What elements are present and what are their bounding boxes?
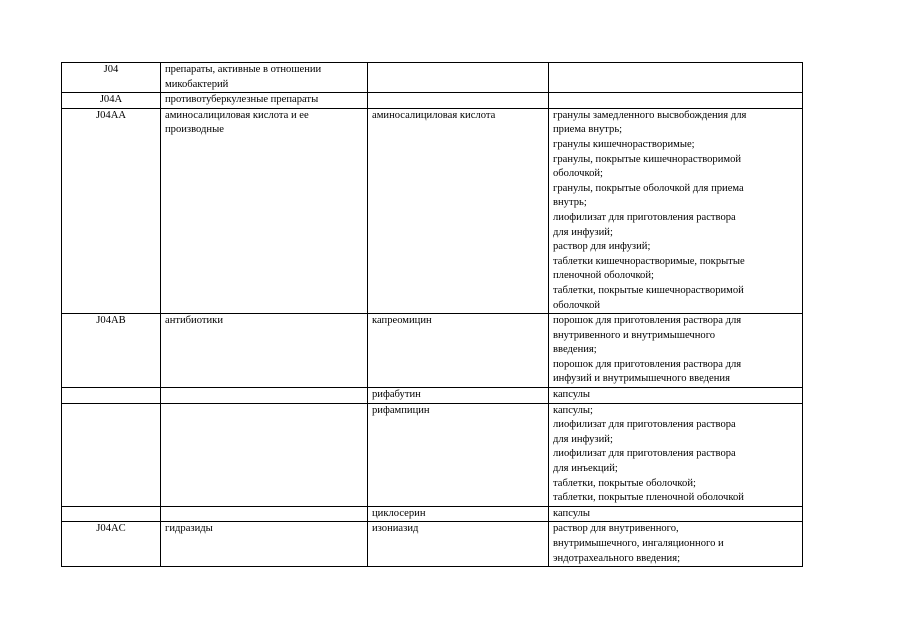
group-name-cell: [161, 403, 368, 506]
table-row: [62, 108, 803, 313]
cell-text-line: лиофилизат для приготовления раствора: [553, 211, 736, 223]
table-row: [62, 506, 803, 522]
dosage-forms-cell: [549, 63, 803, 93]
dosage-forms-cell: [549, 388, 803, 404]
cell-text-line: для инфузий;: [553, 433, 613, 445]
group-name-cell: [161, 388, 368, 404]
cell-text-line: аминосалициловая кислота: [372, 109, 496, 121]
cell-text-line: капсулы: [553, 507, 591, 519]
atc-code-cell: [62, 506, 161, 522]
drug-name-cell: [368, 93, 549, 109]
group-name-cell: [161, 108, 368, 313]
cell-text-line: для инфузий;: [553, 226, 613, 238]
cell-text-line: внутримышечного, ингаляционного и: [553, 538, 724, 549]
cell-text-line: рифабутин: [372, 389, 421, 401]
cell-text-line: гранулы, покрытые оболочкой для приема: [553, 182, 744, 194]
cell-text-line: аминосалициловая кислота и ее: [165, 109, 309, 121]
cell-text-line: таблетки, покрытые пленочной оболочкой: [553, 492, 744, 504]
cell-text-line: гранулы кишечнорастворимые;: [553, 138, 695, 150]
cell-text-line: гидразиды: [165, 523, 213, 535]
cell-text-line: гранулы замедленного высвобождения для: [553, 109, 747, 121]
dosage-forms-cell: [549, 522, 803, 567]
drug-table: [61, 62, 803, 567]
dosage-forms-cell: [549, 506, 803, 522]
cell-text-line: внутрь;: [553, 197, 587, 209]
table-row: [62, 522, 803, 567]
atc-code-cell: [62, 388, 161, 404]
cell-text-line: лиофилизат для приготовления раствора: [553, 419, 736, 431]
cell-text-line: капсулы;: [553, 404, 593, 416]
table-row: [62, 93, 803, 109]
cell-text-line: раствор для инфузий;: [553, 241, 651, 253]
drug-name-cell: [368, 388, 549, 404]
table-row: [62, 314, 803, 388]
atc-code-cell: J04AC: [62, 522, 161, 567]
cell-text-line: капреомицин: [372, 315, 432, 327]
cell-text-line: порошок для приготовления раствора для: [553, 358, 742, 370]
atc-code-cell: J04A: [62, 93, 161, 109]
cell-text-line: порошок для приготовления раствора для: [553, 315, 742, 327]
table-row: [62, 388, 803, 404]
dosage-forms-cell: [549, 93, 803, 109]
atc-code-cell: J04: [62, 63, 161, 93]
cell-text-line: таблетки, покрытые кишечнорастворимой: [553, 284, 744, 296]
cell-text-line: таблетки кишечнорастворимые, покрытые: [553, 255, 745, 267]
cell-text-line: циклосерин: [372, 507, 426, 519]
group-name-cell: [161, 522, 368, 567]
group-name-cell: [161, 506, 368, 522]
cell-text-line: рифампицин: [372, 404, 430, 416]
dosage-forms-cell: [549, 314, 803, 388]
cell-text-line: раствор для внутривенного,: [553, 523, 679, 535]
atc-code-cell: [62, 403, 161, 506]
cell-text-line: пленочной оболочкой;: [553, 270, 654, 282]
drug-name-cell: [368, 522, 549, 567]
cell-text-line: инфузий и внутримышечного введения: [553, 373, 730, 385]
cell-text-line: оболочкой: [553, 299, 601, 311]
cell-text-line: капсулы: [553, 389, 591, 401]
group-name-cell: [161, 93, 368, 109]
cell-text-line: внутривенного и внутримышечного: [553, 329, 716, 341]
cell-text-line: производные: [165, 124, 224, 136]
dosage-forms-cell: [549, 108, 803, 313]
drug-name-cell: [368, 314, 549, 388]
drug-name-cell: [368, 63, 549, 93]
cell-text-line: изониазид: [372, 523, 419, 535]
cell-text-line: препараты, активные в отношении: [165, 64, 322, 75]
cell-text-line: для инъекций;: [553, 463, 618, 475]
drug-name-cell: [368, 403, 549, 506]
cell-text-line: микобактерий: [165, 78, 229, 90]
drug-name-cell: [368, 108, 549, 313]
dosage-forms-cell: [549, 403, 803, 506]
cell-text-line: противотуберкулезные препараты: [165, 94, 319, 106]
table-row: [62, 403, 803, 506]
drug-name-cell: [368, 506, 549, 522]
drug-table-body: [62, 63, 803, 567]
cell-text-line: гранулы, покрытые кишечнорастворимой: [553, 153, 742, 165]
cell-text-line: введения;: [553, 344, 597, 356]
cell-text-line: антибиотики: [165, 315, 224, 327]
cell-text-line: приема внутрь;: [553, 124, 623, 136]
cell-text-line: лиофилизат для приготовления раствора: [553, 448, 736, 460]
group-name-cell: [161, 314, 368, 388]
cell-text-line: эндотрахеального введения;: [553, 552, 681, 564]
cell-text-line: таблетки, покрытые оболочкой;: [553, 477, 696, 489]
cell-text-line: оболочкой;: [553, 168, 603, 180]
atc-code-cell: J04AA: [62, 108, 161, 313]
group-name-cell: [161, 63, 368, 93]
atc-code-cell: J04AB: [62, 314, 161, 388]
table-row: [62, 63, 803, 93]
